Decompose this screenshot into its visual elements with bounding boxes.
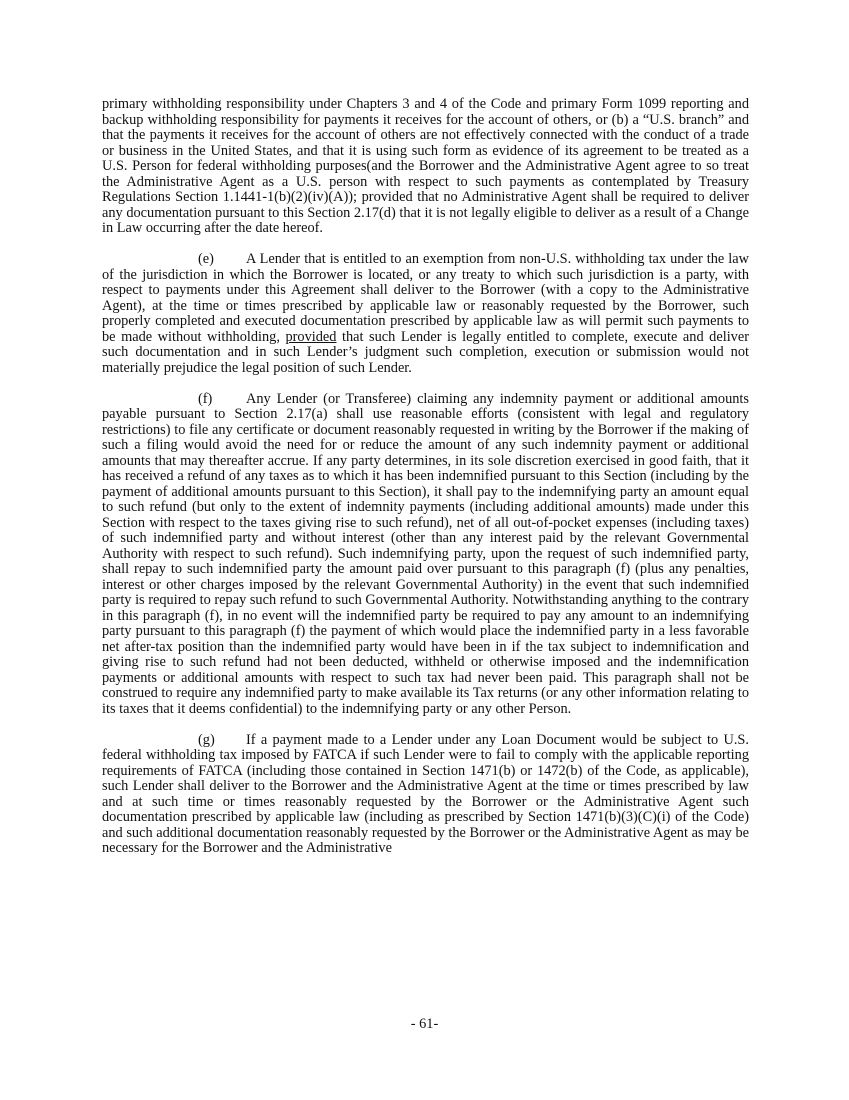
paragraph-g-text: If a payment made to a Lender under any Loan Document would be subject to U.S. federal withholding tax imposed by FATCA if such Lender were to fail to comply with the applicable reporting requirements of FATCA (including those contained in Section 1471(b) or 1472(b) of the Code, as applicable), such Lender shall deliver to the Borrower and the Administrative Agent at the time or times prescribed by law and at such time or times reasonably requested by the Borrower or the Administrative Agent such documentation prescribed by applicable law (including as prescribed by Section 1471(b)(3)(C)(i) of the Code) and such additional documentation reasonably requested by the Borrower or the Administrative Agent as may be necessary for the Borrower and the Administrative — [102, 731, 749, 856]
paragraph-g — [102, 733, 749, 857]
paragraph-e — [102, 252, 749, 376]
page-number: - 61- — [410, 1016, 439, 1032]
paragraph-d-continued: primary withholding responsibility under Chapters 3 and 4 of the Code and primary Form 1099 reporting and backup withholding responsibility for payments it receives for the account of others, or (b) a “U.S. branch” and that the payments it receives for the account of others are not effectively connected with the conduct of a trade or business in the United States, and that it is using such form as evidence of its agreement to be treated as a U.S. Person for federal withholding purposes(and the Borrower and the Administrative Agent agree to so treat the Administrative Agent as a U.S. person with respect to such payments as contemplated by Treasury Regulations Section 1.1441-1(b)(2)(iv)(A)); provided that no Administrative Agent shall be required to deliver any documentation pursuant to this Section 2.17(d) that it is not legally eligible to deliver as a result of a Change in Law occurring after the date hereof. — [102, 96, 749, 236]
provided-term: provided — [285, 328, 337, 345]
paragraph-f-text: Any Lender (or Transferee) claiming any indemnity payment or additional amounts payable pursuant to Section 2.17(a) shall use reasonable efforts (consistent with legal and regulatory restrictions) to file any certificate or document reasonably requested in writing by the Borrower if the making of such a filing would avoid the need for or reduce the amount of any such indemnity payment or additional amounts that may thereafter accrue. If any party determines, in its sole discretion exercised in good faith, that it has received a refund of any taxes as to which it has been indemnified pursuant to this Section (including by the payment of additional amounts pursuant to this Section), it shall pay to the indemnifying party an amount equal to such refund (but only to the extent of indemnity payments (including additional amounts) made under this Section with respect to the taxes giving rise to such refund), net of all out-of-pocket expenses (including taxes) of such indemnified party and without interest (other than any interest paid by the relevant Governmental Authority with respect to such refund). Such indemnifying party, upon the request of such indemnified party, shall repay to such indemnified party the amount paid over pursuant to this paragraph (f) (plus any penalties, interest or other charges imposed by the relevant Governmental Authority) in the event that such indemnified party is required to repay such refund to such Governmental Authority. Notwithstanding anything to the contrary in this paragraph (f), in no event will the indemnified party be required to pay any amount to an indemnifying party pursuant to this paragraph (f) the payment of which would place the indemnified party in a less favorable net after-tax position than the indemnified party would have been in if the tax subject to indemnification and giving rise to such refund had not been deducted, withheld or otherwise imposed and the indemnification payments or additional amounts with respect to such tax had never been paid. This paragraph shall not be construed to require any indemnified party to make available its Tax returns (or any other information relating to its taxes that it deems confidential) to the indemnifying party or any other Person. — [102, 390, 749, 717]
paragraph-g-label: (g) — [198, 731, 215, 748]
paragraph-e-text-after: that such Lender is legally entitled to complete, execute and deliver such documentation and in such Lender’s judgment such completion, execution or submission would not materially prejudice the legal position of such Lender. — [102, 328, 749, 376]
paragraph-e-label: (e) — [198, 251, 214, 267]
paragraph-f-label: (f) — [198, 390, 213, 407]
document-page — [102, 97, 749, 872]
paragraph-e-text-before: A Lender that is entitled to an exemption from non-U.S. withholding tax under the law of the jurisdiction in which the Borrower is located, or any treaty to which such jurisdiction is a party, with respect to payments under this Agreement shall deliver to the Borrower (with a copy to the Administrative Agent), at the time or times prescribed by applicable law or reasonably requested by the Borrower, such properly completed and executed documentation prescribed by applicable law as will permit such payments to be made without withholding, — [102, 251, 749, 345]
paragraph-f — [102, 392, 749, 718]
